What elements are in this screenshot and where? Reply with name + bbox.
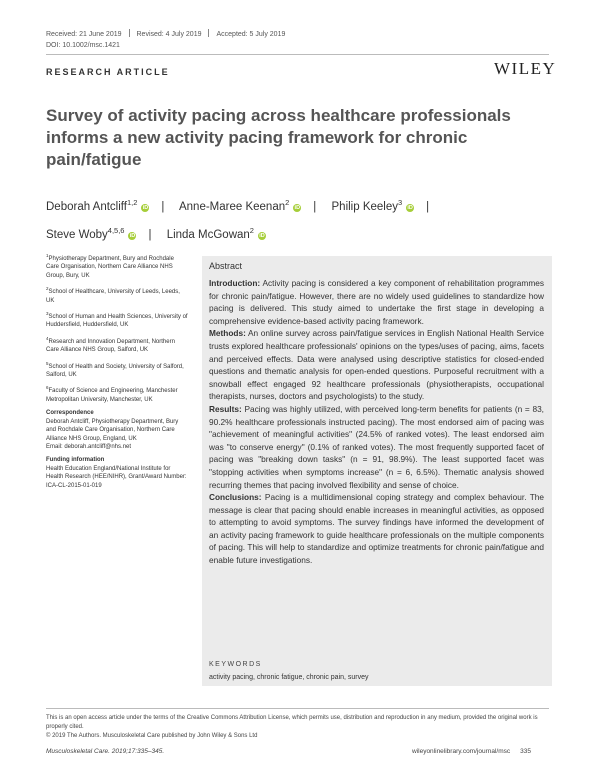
- publisher-logo: WILEY: [494, 59, 557, 78]
- abstract-methods: Methods: An online survey across pain/fatigue services in English National Health Service trusts explored healthcare professionals' opinions on the types/uses of pacing, aims, facets and perceived effects. Data were analysed using descriptive statistics for closed-ended questions and thematic analysis for open-ended questions. Purposeful recruitment with a snowball effect engaged 92 healthcare professionals (physiotherapists, occupational therapists, nurses, doctors and psychologists) to the study.: [209, 328, 544, 402]
- author[interactable]: Linda McGowan$^2$: [166, 225, 254, 241]
- abstract-body: [209, 277, 544, 567]
- affiliations-column: [46, 252, 188, 495]
- license-text: This is an open access article under the terms of the Creative Commons Attribution License, which permits use, distribution and reproduction in any medium, provided the original work is properly cited.: [46, 715, 538, 730]
- correspondence-email[interactable]: Email: deborah.antcliff@nhs.net: [46, 443, 132, 450]
- affiliation: $^1$Physiotherapy Department, Bury and Rochdale Care Organisation, Northern Care Alliance NHS Group, Bury, UK: [46, 253, 174, 279]
- orcid-icon[interactable]: iD: [142, 204, 149, 211]
- license-notice: [46, 714, 549, 741]
- abstract-introduction: Introduction: Activity pacing is considered a key component of rehabilitation programmes for chronic pain/fatigue. However, there are no widely used guidelines to standardize how pacing is delivered. This study aimed to undertake the first stage in developing a comprehensive evidence-based activity pacing framework.: [209, 278, 544, 326]
- correspondence-text: Deborah Antcliff, Physiotherapy Department, Bury and Rochdale Care Organisation, Northern Care Alliance NHS Group, England, UK: [46, 418, 179, 442]
- copyright: © 2019 The Authors. Musculoskeletal Care published by John Wiley & Sons Ltd: [46, 733, 258, 739]
- abstract-conclusions: Conclusions: Pacing is a multidimensional coping strategy and complex behaviour. The message is clear that pacing should enable increases in meaningful activities, as opposed to attempting to avoid symptoms. The survey findings have informed the development of an activity pacing framework to guide healthcare professionals on the multiple components of pacing. This will help to standardize and optimize treatments for chronic pain/fatigue and enable future investigations.: [209, 492, 544, 566]
- author-list: Deborah Antcliff$^{1,2}$iD | Anne-Maree Keenan$^2$iD | Philip Keeley$^3$iD | Steve Woby$^{4,5,6}$iD | Linda McGowan$^2$iD: [46, 198, 430, 241]
- abstract-results: Results: Pacing was highly utilized, with perceived long-term benefits for patients (n = 83, 90.2% healthcare professionals instructed pacing). The most endorsed aim of pacing was "achievement of meaningful activities" (24.5% of ranked votes). The least endorsed aim was "to conserve energy" (0.1% of ranked votes). The most frequently supported facet of pacing was "breaking down tasks" (n = 91, 98.9%). The least supported facet was "stopping activities when symptoms increase" (n = 6, 6.5%). Thematic analysis showed recurring themes that pacing involved flexibility and sense of choice.: [209, 403, 544, 490]
- abstract-heading: Abstract: [209, 261, 243, 271]
- orcid-icon[interactable]: iD: [259, 232, 265, 239]
- revised-date: Revised: 4 July 2019: [136, 31, 202, 38]
- orcid-icon[interactable]: iD: [129, 232, 136, 239]
- article-title: Survey of activity pacing across healthcare professionals informs a new activity pacing framework for chronic pain/fatigue: [46, 106, 511, 169]
- affiliation: $^6$Faculty of Science and Engineering, Manchester Metropolitan University, Manchester, UK: [46, 385, 178, 403]
- bottom-rule: [46, 708, 549, 709]
- doi[interactable]: DOI: 10.1002/msc.1421: [46, 42, 120, 49]
- received-date: Received: 21 June 2019: [46, 31, 122, 38]
- divider: [208, 29, 209, 37]
- correspondence-heading: Correspondence: [46, 410, 94, 417]
- affiliation: $^3$School of Human and Health Sciences, University of Huddersfield, Huddersfield, UK: [46, 311, 188, 329]
- keywords-list: activity pacing, chronic fatigue, chronic pain, survey: [209, 674, 369, 681]
- orcid-icon[interactable]: iD: [294, 204, 301, 211]
- keywords-heading: KEYWORDS: [209, 661, 262, 668]
- author[interactable]: Anne-Maree Keenan$^2$: [178, 198, 290, 213]
- author[interactable]: Steve Woby$^{4,5,6}$: [46, 225, 125, 241]
- journal-citation: Musculoskeletal Care. 2019;17:335–345.: [46, 748, 165, 755]
- author[interactable]: Deborah Antcliff$^{1,2}$: [46, 198, 138, 213]
- funding-text: Health Education England/National Institute for Health Research (HEE/NIHR), Grant/Award Number: ICA-CL-2015-01-019: [46, 465, 187, 489]
- funding-heading: Funding information: [46, 457, 105, 464]
- top-rule: [46, 54, 549, 55]
- article-dates: [46, 29, 285, 38]
- article-type: RESEARCH ARTICLE: [46, 67, 170, 77]
- page-number: 335: [520, 748, 531, 755]
- journal-url[interactable]: wileyonlinelibrary.com/journal/msc: [412, 748, 511, 755]
- orcid-icon[interactable]: iD: [407, 204, 413, 211]
- accepted-date: Accepted: 5 July 2019: [216, 31, 286, 38]
- author[interactable]: Philip Keeley$^3$: [331, 198, 403, 213]
- affiliation: $^4$Research and Innovation Department, Northern Care Alliance NHS Group, Salford, UK: [46, 335, 175, 354]
- divider: [129, 29, 130, 37]
- affiliation: $^2$School of Healthcare, University of Leeds, Leeds, UK: [46, 286, 180, 304]
- footer-right: [412, 748, 531, 755]
- affiliation: $^5$School of Health and Society, University of Salford, Salford, UK: [46, 360, 184, 379]
